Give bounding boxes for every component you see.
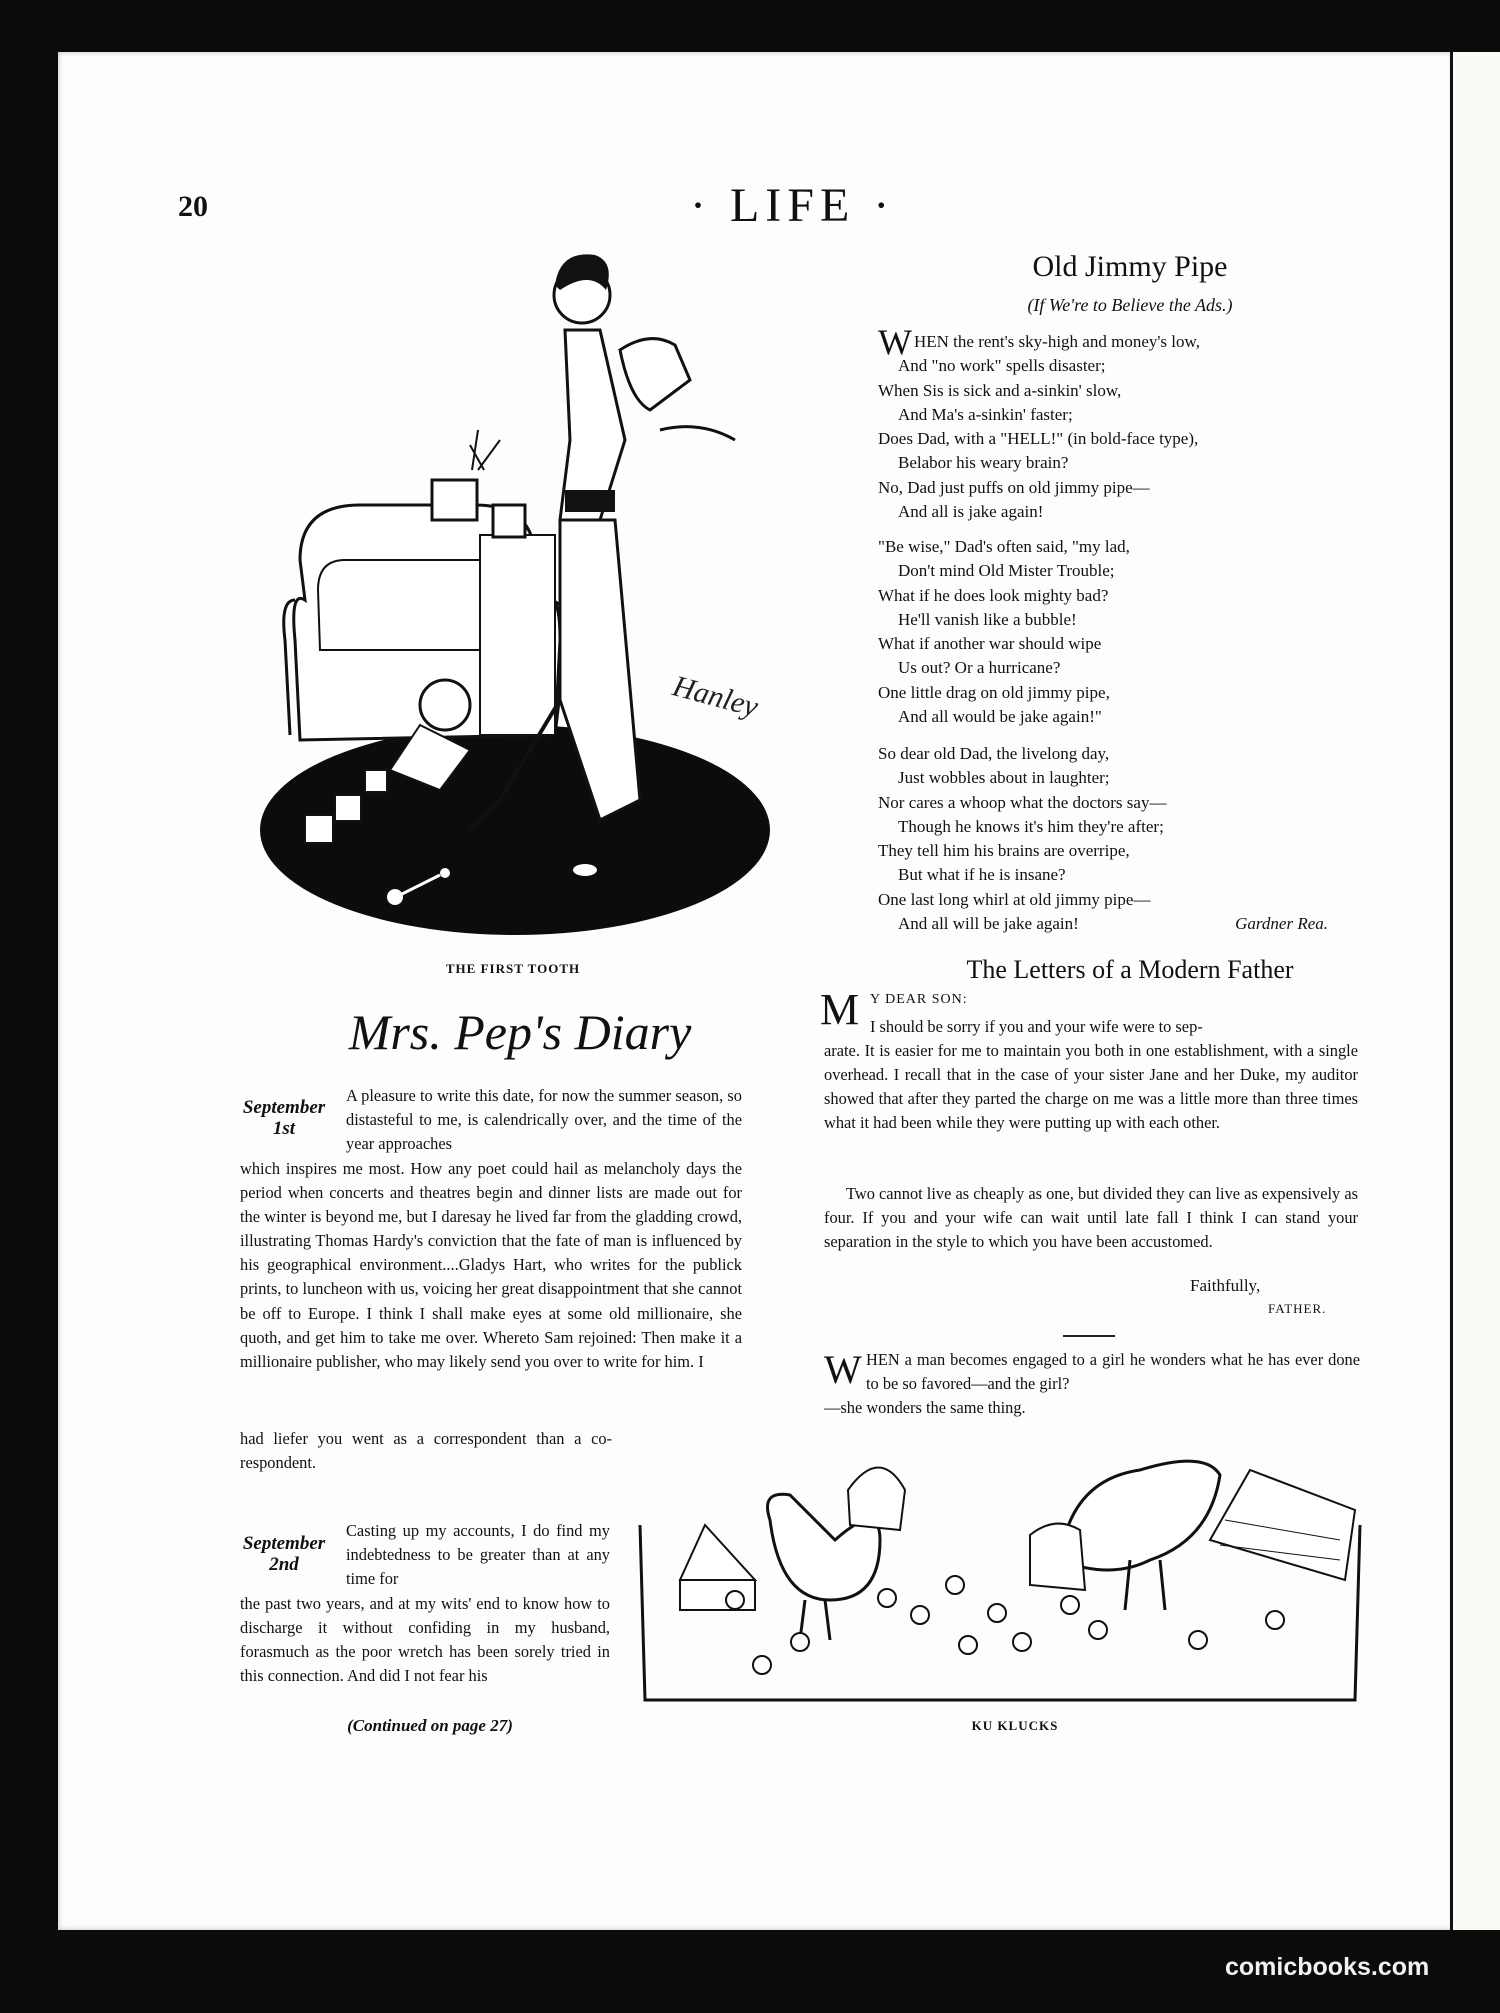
diary-entry-1-body: which inspires me most. How any poet could hail as melancholy days the period when concerts and theatres begin and dinner lists are made out for the winter is beyond me, but I daresay he lived far from the gladding crowd, illustrating Thomas Hardy's conviction that the fate of man is influenced by his geographical environment....Gladys Hart, who writes for the publick prints, to luncheon with us, voicing her great disappointment that she cannot be off to Europe. I think I shall make eyes at some old millionaire, she quoth, and get him to take me over. Whereto Sam rejoined: Then make it a millionaire publisher, who may likely send you over to write for him. I <box>240 1159 742 1371</box>
poem-title: Old Jimmy Pipe <box>1032 250 1228 283</box>
poem-line: And all will be jake again! <box>898 914 1079 934</box>
date-day: 1st <box>272 1118 296 1139</box>
date-day: 2nd <box>269 1554 299 1575</box>
letters-closing: Faithfully, <box>1190 1276 1261 1295</box>
diary-date-1 <box>234 1097 334 1139</box>
poem-stanza-3 <box>878 742 1358 936</box>
poem-line: When Sis is sick and a-sinkin' slow, <box>878 380 1122 400</box>
date-month: September <box>242 1533 326 1554</box>
poem-dropcap: W <box>878 322 912 362</box>
poem-line: HEN the rent's sky-high and money's low, <box>913 332 1200 351</box>
letters-signature: FATHER. <box>1268 1301 1327 1316</box>
poem-line: No, Dad just puffs on old jimmy pipe— <box>878 477 1150 497</box>
diary-entry-1-opening: A pleasure to write this date, for now the summer season, so distasteful to me, is calendrically over, and the time of the year approaches <box>346 1086 742 1154</box>
diary-entry-1-end: had liefer you went as a correspondent than a co-respondent. <box>240 1429 612 1473</box>
poem-line: "Be wise," Dad's often said, "my lad, <box>878 537 1130 556</box>
page-number: 20 <box>178 190 208 223</box>
date-month: September <box>242 1097 326 1118</box>
diary-entry-2-opening: Casting up my accounts, I do find my indebtedness to be greater than at any time for <box>346 1521 610 1589</box>
poem-line: And "no work" spells disaster; <box>898 356 1106 376</box>
masthead: · LIFE · <box>690 179 896 232</box>
section-divider <box>1063 1335 1115 1337</box>
poem-line: Us out? Or a hurricane? <box>898 658 1061 678</box>
watermark: comicbooks.com <box>1225 1953 1430 1981</box>
letters-paragraph-2: Two cannot live as cheaply as one, but divided they can live as expensively as four. If you and your wife can wait until late fall I think I can stand your separation in the style to which you have been accustomed. <box>824 1184 1358 1252</box>
poem-line: And Ma's a-sinkin' faster; <box>898 404 1073 424</box>
engaged-dropcap: W <box>824 1347 862 1392</box>
letters-title: The Letters of a Modern Father <box>966 955 1294 984</box>
poem-line: So dear old Dad, the livelong day, <box>878 744 1110 763</box>
diary-title: Mrs. Pep's Diary <box>348 1004 692 1060</box>
poem-line: One last long whirl at old jimmy pipe— <box>878 889 1151 909</box>
continued-note: (Continued on page 27) <box>347 1716 513 1735</box>
poem-line: Belabor his weary brain? <box>898 453 1069 473</box>
poem-line: Though he knows it's him they're after; <box>898 816 1164 836</box>
poem-author: Gardner Rea. <box>1235 914 1328 934</box>
letters-dropcap: M <box>820 985 860 1034</box>
poem-line: What if another war should wipe <box>878 634 1102 654</box>
poem-line: They tell him his brains are overripe, <box>878 841 1130 861</box>
adjacent-page-edge <box>1450 52 1500 1930</box>
poem-line: And all is jake again! <box>898 502 1044 522</box>
poem-subtitle: (If We're to Believe the Ads.) <box>1027 295 1233 315</box>
poem-line: He'll vanish like a bubble! <box>898 609 1077 629</box>
poem-line: Nor cares a whoop what the doctors say— <box>878 792 1167 812</box>
poem-line: Don't mind Old Mister Trouble; <box>898 561 1115 581</box>
artist-signature: Hanley <box>669 669 762 724</box>
poem-line: What if he does look mighty bad? <box>878 585 1109 605</box>
ku-klucks-caption: KU KLUCKS <box>971 1718 1059 1733</box>
letters-paragraph-1-start: I should be sorry if you and your wife were to sep- <box>870 1017 1203 1036</box>
diary-date-2 <box>234 1533 334 1575</box>
letters-salutation: Y DEAR SON: <box>870 992 968 1007</box>
diary-entry-2-body: the past two years, and at my wits' end to know how to discharge it without confiding in my husband, forasmuch as the poor wretch has been sorely tried in this connection. And did I not fear his <box>240 1594 610 1686</box>
poem-line: But what if he is insane? <box>898 865 1066 885</box>
poem-line: And all would be jake again!" <box>898 707 1102 727</box>
engaged-joke-end: —she wonders the same thing. <box>824 1398 1026 1417</box>
letters-paragraph-1: arate. It is easier for me to maintain you both in one establishment, with a single overhead. I recall that in the case of your sister Jane and her Duke, my auditor showed that after they parted the charge on me was a little more than three times what it had been while they were putting up with each other. <box>824 1041 1358 1133</box>
poem-line: Just wobbles about in laughter; <box>898 768 1110 788</box>
poem-stanza-1 <box>878 322 1348 524</box>
first-tooth-caption: THE FIRST TOOTH <box>445 961 581 976</box>
poem-line: One little drag on old jimmy pipe, <box>878 682 1110 702</box>
engaged-joke-start: HEN a man becomes engaged to a girl he wonders what he has ever done to be so favored—and the girl? <box>866 1350 1360 1394</box>
poem-line: Does Dad, with a "HELL!" (in bold-face type), <box>878 429 1199 449</box>
poem-stanza-2 <box>878 535 1348 729</box>
